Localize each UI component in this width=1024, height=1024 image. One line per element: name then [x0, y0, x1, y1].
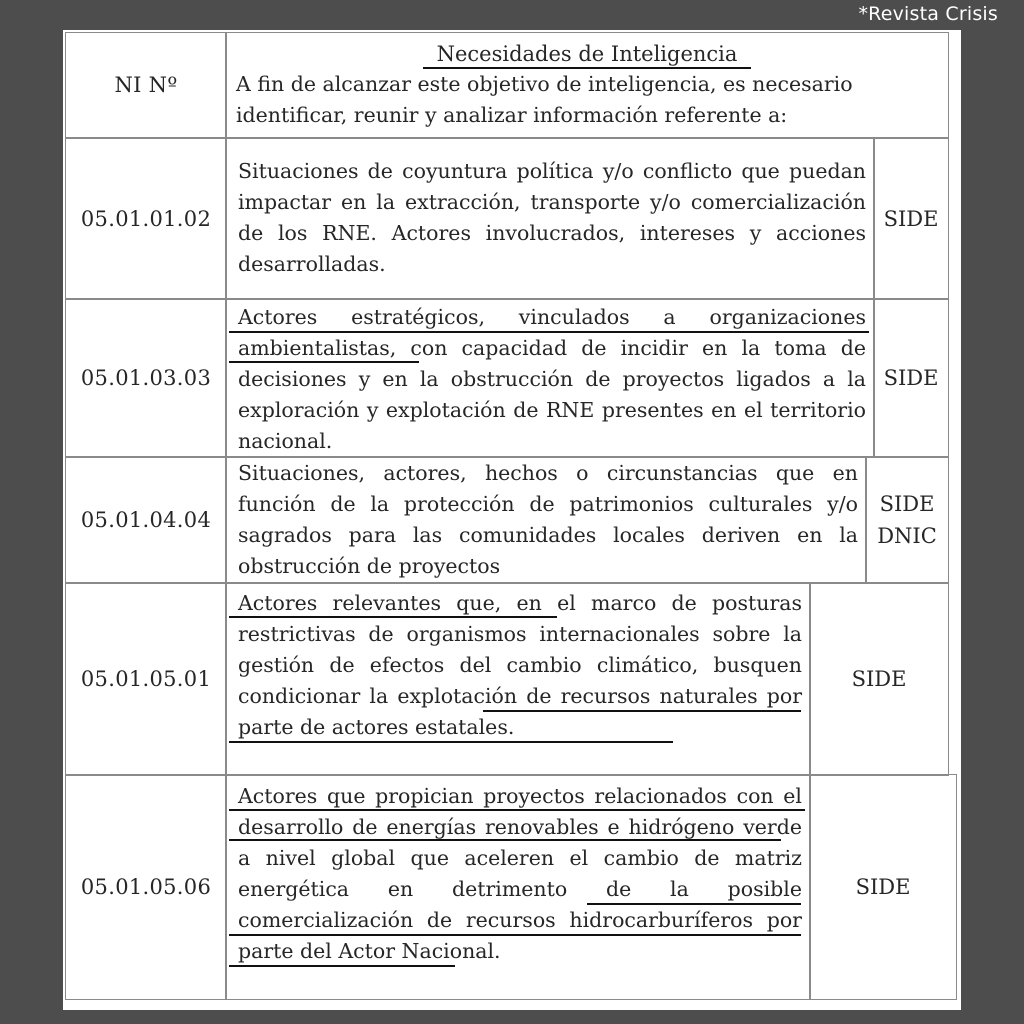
row-agency — [809, 774, 957, 1000]
underline-mark — [483, 710, 801, 712]
underline-mark — [229, 934, 801, 936]
needs-title-text: Necesidades de Inteligencia — [423, 41, 752, 69]
row-agency — [873, 298, 949, 458]
row-code-text: 05.01.01.02 — [80, 207, 212, 231]
row-code-text: 05.01.03.03 — [80, 366, 212, 390]
row-code — [65, 456, 227, 584]
ni-number-label: NI Nº — [114, 73, 178, 97]
agency-label: SIDE — [879, 492, 935, 516]
underline-mark — [229, 361, 419, 363]
needs-title — [226, 39, 948, 69]
agency-label: SIDE — [883, 207, 939, 231]
agency-label: SIDE — [883, 366, 939, 390]
underline-mark — [229, 809, 805, 811]
row-code — [65, 774, 227, 1000]
underline-mark — [229, 616, 557, 618]
row-description: Actores que propician proyectos relacionados con el desarrollo de energías renovables e hidrógeno verde a nivel global que aceleren el cambio de matriz energética en detrimento de la posible comercialización de recursos hidrocarburíferos por parte del Actor Nacional. — [225, 774, 811, 1000]
row-agency — [865, 456, 949, 584]
row-code-text: 05.01.05.01 — [80, 667, 212, 691]
row-description: Actores relevantes que, en el marco de posturas restrictivas de organismos internacionales sobre la gestión de efectos del cambio climático, busquen condicionar la explotación de recursos naturales por parte de actores estatales. — [225, 582, 811, 776]
row-code — [65, 298, 227, 458]
underline-mark — [587, 903, 801, 905]
underline-mark — [229, 965, 455, 967]
underline-mark — [229, 839, 781, 841]
row-description: Situaciones de coyuntura política y/o conflicto que puedan impactar en la extracción, transporte y/o comercialización de los RNE. Actores involucrados, intereses y acciones desarrolladas. — [225, 138, 875, 300]
source-watermark: *Revista Crisis — [858, 3, 998, 25]
needs-header-cell — [225, 32, 949, 138]
document-page — [63, 30, 961, 1010]
row-agency — [873, 138, 949, 300]
row-code-text: 05.01.04.04 — [80, 508, 212, 532]
row-agency — [809, 582, 949, 776]
needs-intro: A fin de alcanzar este objetivo de inteligencia, es necesario identificar, reunir y analizar información referente a: — [236, 72, 853, 127]
agency-label: DNIC — [877, 524, 937, 548]
row-code — [65, 582, 227, 776]
ni-number-header — [65, 32, 227, 138]
row-code-text: 05.01.05.06 — [80, 875, 212, 899]
row-description: Actores estratégicos, vinculados a organizaciones ambientalistas, con capacidad de incidir en la toma de decisiones y en la obstrucción de proyectos ligados a la exploración y explotación de RNE presentes en el territorio nacional. — [225, 298, 875, 458]
agency-label: SIDE — [851, 667, 907, 691]
row-code — [65, 138, 227, 300]
agency-label: SIDE — [855, 875, 911, 899]
underline-mark — [229, 741, 673, 743]
row-description: Situaciones, actores, hechos o circunstancias que en función de la protección de patrimonios culturales y/o sagrados para las comunidades locales deriven en la obstrucción de proyectos — [225, 456, 867, 584]
underline-mark — [229, 331, 869, 333]
